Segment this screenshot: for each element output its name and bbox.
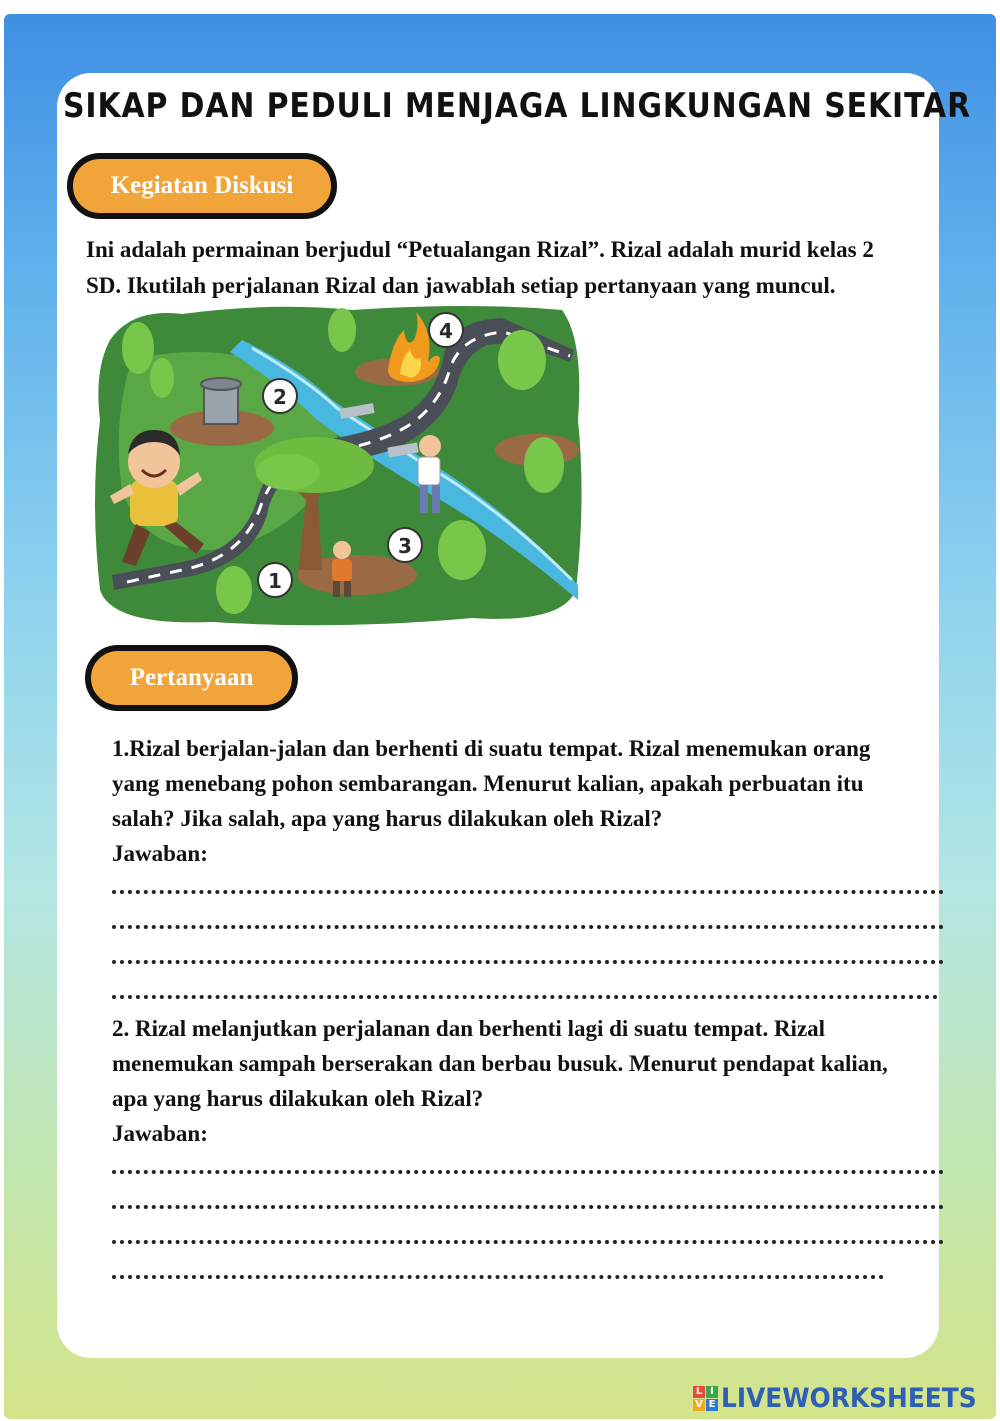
intro-line: Ini adalah permainan berjudul “Petualangan Rizal”. Rizal adalah murid kelas 2 [86,237,874,262]
intro-text [86,232,926,304]
question-line: salah? Jika salah, apa yang harus dilakukan oleh Rizal? [112,806,663,831]
liveworksheets-logo[interactable] [693,1378,999,1418]
answer-line[interactable] [112,1240,944,1244]
answer-label: Jawaban: [112,1121,208,1146]
logo-letter: E [706,1399,718,1411]
trash-bin [204,386,238,424]
trash-bin-lid [201,378,241,390]
answer-line[interactable] [112,960,944,964]
bush [498,330,546,390]
bush [328,308,356,352]
logo-letter: L [693,1386,705,1398]
map-marker-label: 1 [268,569,282,593]
answer-line[interactable] [112,890,944,894]
bush [216,566,252,614]
question-2 [112,1011,942,1151]
question-line: apa yang harus dilakukan oleh Rizal? [112,1086,484,1111]
bush [122,322,154,374]
discussion-label: Kegiatan Diskusi [67,153,337,219]
question-1 [112,731,942,871]
question-line: 1.Rizal berjalan-jalan dan berhenti di suatu tempat. Rizal menemukan orang [112,736,871,761]
answer-line[interactable] [112,995,938,999]
answer-line[interactable] [112,1170,944,1174]
map-marker-2 [263,379,297,413]
answer-line[interactable] [112,1205,944,1209]
map-marker-label: 2 [273,385,287,409]
answer-label: Jawaban: [112,841,208,866]
question-line: yang menebang pohon sembarangan. Menurut kalian, apakah perbuatan itu [112,771,864,796]
question-line: menemukan sampah berserakan dan berbau busuk. Menurut pendapat kalian, [112,1051,888,1076]
logo-text: LIVEWORKSHEETS [721,1382,977,1414]
bush [150,358,174,398]
tree-canopy [256,454,320,490]
logo-mark [693,1386,718,1411]
answer-line[interactable] [112,925,944,929]
logo-letter: V [693,1399,705,1411]
logo-letter: I [706,1386,718,1398]
question-line: 2. Rizal melanjutkan perjalanan dan berhenti lagi di suatu tempat. Rizal [112,1016,826,1041]
map-marker-label: 4 [439,319,453,343]
intro-line: SD. Ikutilah perjalanan Rizal dan jawablah setiap pertanyaan yang muncul. [86,273,836,298]
answer-line[interactable] [112,1275,884,1279]
map-marker-1 [258,563,292,597]
adventure-map-illustration [92,300,586,630]
bush [438,520,486,580]
bush [524,437,564,493]
map-marker-label: 3 [398,534,412,558]
map-marker-4 [429,313,463,347]
map-marker-3 [388,528,422,562]
page-title: SIKAP DAN PEDULI MENJAGA LINGKUNGAN SEKITAR [63,86,971,126]
questions-label: Pertanyaan [85,645,298,711]
